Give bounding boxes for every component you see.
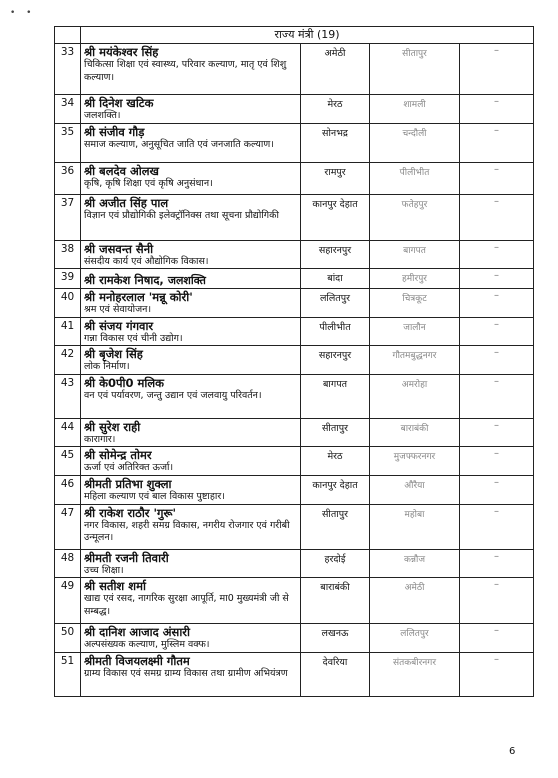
header-marks: • • — [10, 8, 36, 18]
extra-column: – — [460, 578, 534, 624]
table-row — [55, 44, 534, 95]
minister-cell — [81, 123, 301, 162]
charge-district: महोबा — [370, 504, 460, 549]
home-district: बागपत — [301, 374, 370, 418]
minister-name: श्री दानिश आजाद अंसारी — [84, 625, 190, 639]
charge-district: कन्नौज — [370, 549, 460, 578]
table-row — [55, 447, 534, 476]
minister-cell — [81, 504, 301, 549]
minister-portfolio: चिकित्सा शिक्षा एवं स्वास्थ्य, परिवार कल्याण, मातृ एवं शिशु कल्याण। — [84, 59, 287, 83]
minister-name: श्री राकेश राठौर 'गुरू' — [84, 505, 176, 520]
minister-cell — [81, 317, 301, 346]
minister-name: श्री दिनेश खटिक — [84, 96, 154, 110]
serial-number: 37 — [55, 194, 81, 240]
table-row — [55, 123, 534, 162]
extra-column: – — [460, 447, 534, 476]
serial-number: 46 — [55, 476, 81, 505]
minister-cell — [81, 269, 301, 289]
home-district: अमेठी — [301, 44, 370, 95]
extra-column: – — [460, 162, 534, 194]
serial-number: 45 — [55, 447, 81, 476]
charge-district: शामली — [370, 95, 460, 124]
serial-number: 49 — [55, 578, 81, 624]
minister-name: श्रीमती विजयलक्ष्मी गौतम — [84, 653, 190, 668]
home-district: सीतापुर — [301, 418, 370, 447]
charge-district: औरैया — [370, 476, 460, 505]
serial-number: 47 — [55, 504, 81, 549]
minister-portfolio: वन एवं पर्यावरण, जन्तु उद्यान एवं जलवायु परिवर्तन। — [84, 389, 262, 401]
minister-portfolio: ग्राम्य विकास एवं समग्र ग्राम्य विकास तथा ग्रामीण अभियंत्रण — [84, 667, 288, 679]
extra-column: – — [460, 123, 534, 162]
minister-name: श्री संजय गंगवार — [84, 318, 154, 333]
table-row — [55, 194, 534, 240]
home-district: हरदोई — [301, 549, 370, 578]
minister-portfolio: नगर विकास, शहरी समग्र विकास, नगरीय रोजगार एवं गरीबी उन्मूलन। — [84, 519, 290, 543]
minister-portfolio: जलशक्ति — [167, 274, 206, 287]
minister-cell — [81, 374, 301, 418]
charge-district: बाराबंकी — [370, 418, 460, 447]
minister-cell — [81, 289, 301, 318]
minister-name: श्रीमती रजनी तिवारी — [84, 550, 169, 565]
extra-column: – — [460, 624, 534, 653]
minister-cell — [81, 418, 301, 447]
table-row — [55, 95, 534, 124]
minister-name: श्री बलदेव ओलख — [84, 163, 159, 178]
charge-district: सीतापुर — [370, 44, 460, 95]
minister-portfolio: अल्पसंख्यक कल्याण, मुस्लिम वक्फ। — [84, 639, 210, 650]
serial-number: 51 — [55, 652, 81, 696]
minister-name: श्री मयंकेश्वर सिंह — [84, 45, 159, 59]
charge-district: फतेहपुर — [370, 194, 460, 240]
minister-portfolio: जलशक्ति। — [84, 110, 121, 121]
table-row — [55, 289, 534, 318]
extra-column: – — [460, 504, 534, 549]
home-district: पीलीभीत — [301, 317, 370, 346]
minister-portfolio: लोक निर्माण। — [84, 361, 130, 372]
extra-column: – — [460, 44, 534, 95]
serial-number: 36 — [55, 162, 81, 194]
minister-portfolio: खाद्य एवं रसद, नागरिक सुरक्षा आपूर्ति, मा0 मुख्यमंत्री जी से सम्बद्ध। — [84, 593, 289, 617]
table-row — [55, 269, 534, 289]
minister-name: श्री सोमेन्द्र तोमर — [84, 448, 152, 462]
serial-number: 33 — [55, 44, 81, 95]
table-row — [55, 374, 534, 418]
minister-name: श्री सुरेश राही — [84, 419, 141, 434]
minister-portfolio: ऊर्जा एवं अतिरिक्त ऊर्जा। — [84, 462, 174, 473]
table-row — [55, 578, 534, 624]
home-district: बाराबंकी — [301, 578, 370, 624]
ministers-table — [54, 26, 534, 697]
minister-cell — [81, 652, 301, 696]
extra-column: – — [460, 194, 534, 240]
table-row — [55, 317, 534, 346]
charge-district: बागपत — [370, 240, 460, 269]
minister-name: श्री सतीश शर्मा — [84, 579, 146, 593]
charge-district: गौतमबुद्धनगर — [370, 346, 460, 375]
charge-district: ललितपुर — [370, 624, 460, 653]
minister-cell — [81, 240, 301, 269]
charge-district: जालौन — [370, 317, 460, 346]
minister-portfolio: महिला कल्याण एवं बाल विकास पुष्टाहार। — [84, 491, 225, 502]
serial-number: 41 — [55, 317, 81, 346]
minister-name: श्री मनोहरलाल 'मन्नू कोरी' — [84, 290, 193, 304]
extra-column: – — [460, 652, 534, 696]
extra-column: – — [460, 289, 534, 318]
serial-number: 43 — [55, 374, 81, 418]
minister-name: श्री संजीव गौड़ — [84, 124, 145, 139]
minister-name: श्री जसवन्त सैनी — [84, 241, 154, 256]
minister-name: श्रीमती प्रतिभा शुक्ला — [84, 477, 172, 491]
minister-cell — [81, 194, 301, 240]
home-district: सोनभद्र — [301, 123, 370, 162]
serial-number: 40 — [55, 289, 81, 318]
minister-portfolio: समाज कल्याण, अनुसूचित जाति एवं जनजाति कल्याण। — [84, 138, 274, 150]
table-heading-spacer — [55, 27, 81, 44]
home-district: लखनऊ — [301, 624, 370, 653]
serial-number: 42 — [55, 346, 81, 375]
extra-column: – — [460, 346, 534, 375]
minister-name: श्री के0पी0 मलिक — [84, 375, 164, 390]
serial-number: 34 — [55, 95, 81, 124]
page-number: 6 — [509, 746, 516, 757]
minister-portfolio: कृषि, कृषि शिक्षा एवं कृषि अनुसंधान। — [84, 177, 213, 189]
minister-cell — [81, 162, 301, 194]
minister-cell — [81, 549, 301, 578]
extra-column: – — [460, 269, 534, 289]
serial-number: 50 — [55, 624, 81, 653]
serial-number: 48 — [55, 549, 81, 578]
minister-name: श्री अजीत सिंह पाल — [84, 195, 169, 210]
table-row — [55, 346, 534, 375]
minister-portfolio: श्रम एवं सेवायोजन। — [84, 304, 152, 315]
extra-column: – — [460, 476, 534, 505]
serial-number: 39 — [55, 269, 81, 289]
minister-name: श्री रामकेश निषाद, — [84, 273, 164, 287]
extra-column: – — [460, 374, 534, 418]
serial-number: 38 — [55, 240, 81, 269]
extra-column: – — [460, 240, 534, 269]
charge-district: संतकबीरनगर — [370, 652, 460, 696]
charge-district: चित्रकूट — [370, 289, 460, 318]
serial-number: 35 — [55, 123, 81, 162]
minister-cell — [81, 476, 301, 505]
minister-portfolio: संसदीय कार्य एवं औद्योगिक विकास। — [84, 255, 209, 267]
home-district: कानपुर देहात — [301, 476, 370, 505]
minister-name: श्री बृजेश सिंह — [84, 347, 143, 361]
extra-column: – — [460, 95, 534, 124]
charge-district: अमेठी — [370, 578, 460, 624]
minister-cell — [81, 447, 301, 476]
charge-district: चन्दौली — [370, 123, 460, 162]
minister-portfolio: विज्ञान एवं प्रौद्योगिकी इलेक्ट्रॉनिक्स तथा सूचना प्रौद्योगिकी — [84, 209, 279, 221]
minister-portfolio: उच्च शिक्षा। — [84, 564, 124, 576]
charge-district: हमीरपुर — [370, 269, 460, 289]
extra-column: – — [460, 317, 534, 346]
table-row — [55, 476, 534, 505]
home-district: मेरठ — [301, 447, 370, 476]
table-row — [55, 162, 534, 194]
home-district: ललितपुर — [301, 289, 370, 318]
charge-district: मुजफ्फरनगर — [370, 447, 460, 476]
minister-cell — [81, 95, 301, 124]
table-heading: राज्य मंत्री (19) — [81, 27, 534, 44]
table-row — [55, 549, 534, 578]
minister-cell — [81, 44, 301, 95]
minister-cell — [81, 624, 301, 653]
minister-cell — [81, 578, 301, 624]
home-district: सहारनपुर — [301, 240, 370, 269]
table-row — [55, 240, 534, 269]
home-district: रामपुर — [301, 162, 370, 194]
home-district: बांदा — [301, 269, 370, 289]
charge-district: अमरोहा — [370, 374, 460, 418]
home-district: सीतापुर — [301, 504, 370, 549]
home-district: कानपुर देहात — [301, 194, 370, 240]
home-district: सहारनपुर — [301, 346, 370, 375]
minister-portfolio: कारागार। — [84, 433, 116, 445]
home-district: मेरठ — [301, 95, 370, 124]
charge-district: पीलीभीत — [370, 162, 460, 194]
table-row — [55, 624, 534, 653]
extra-column: – — [460, 418, 534, 447]
extra-column: – — [460, 549, 534, 578]
serial-number: 44 — [55, 418, 81, 447]
table-row — [55, 418, 534, 447]
minister-cell — [81, 346, 301, 375]
home-district: देवरिया — [301, 652, 370, 696]
table-row — [55, 504, 534, 549]
minister-portfolio: गन्ना विकास एवं चीनी उद्योग। — [84, 332, 183, 344]
table-row — [55, 652, 534, 696]
